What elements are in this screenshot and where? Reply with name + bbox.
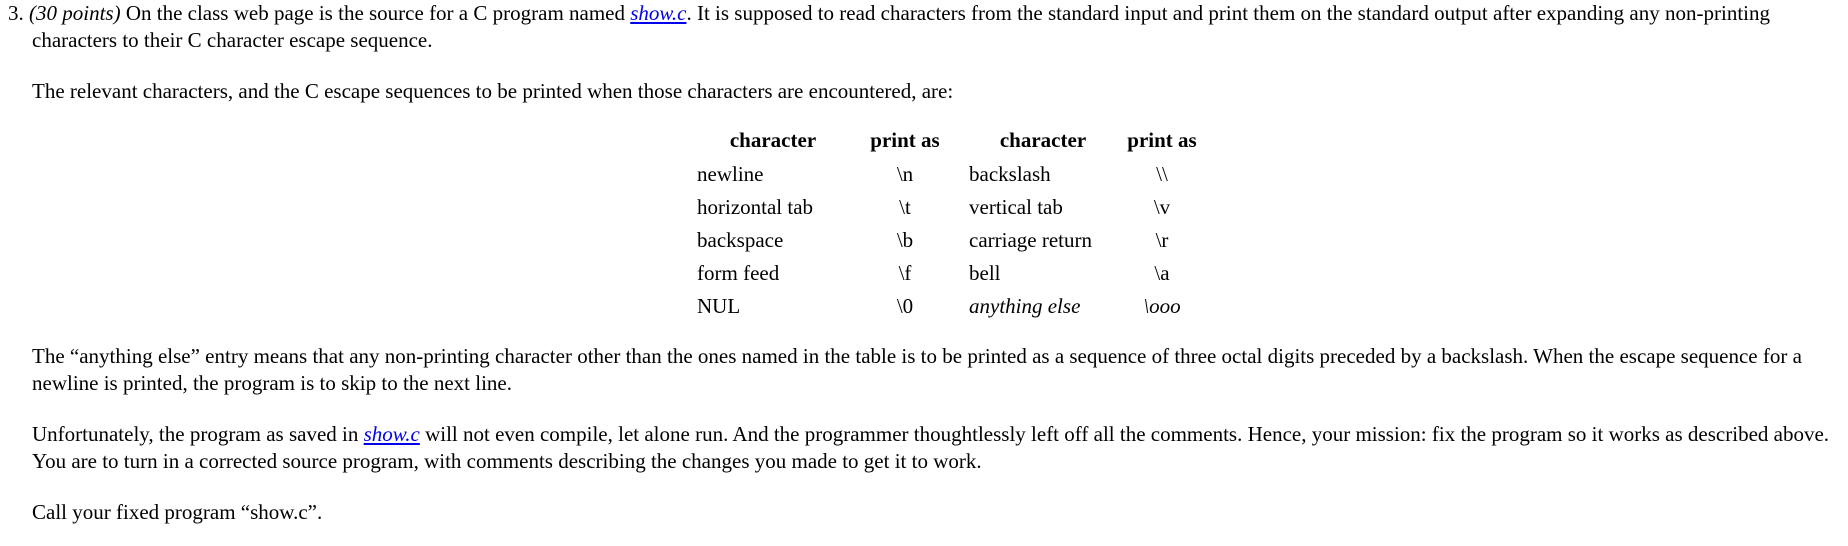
table-cell: \t bbox=[899, 195, 911, 219]
problem-intro bbox=[0, 0, 1840, 54]
problem-number: 3. bbox=[8, 1, 24, 25]
table-row bbox=[697, 191, 1207, 224]
unfortunately-text-after-link: will not even compile, let alone run. And the programmer thoughtlessly left off all the comments. Hence, your mission: fix the program so it works as described above. You are to turn in a corrected source program, with comments describing the changes you made to get it to work. bbox=[32, 422, 1830, 473]
table-cell: anything else bbox=[969, 294, 1081, 318]
unfortunately-text-before-link: Unfortunately, the program as saved in bbox=[32, 422, 364, 446]
show-c-link[interactable]: show.c bbox=[630, 1, 687, 25]
table-cell: NUL bbox=[697, 294, 741, 318]
table-header-row bbox=[697, 127, 1207, 158]
table-cell: bell bbox=[969, 261, 1001, 285]
problem-points: (30 points) bbox=[29, 1, 121, 25]
escape-table-wrapper bbox=[697, 127, 1840, 323]
table-cell: \v bbox=[1153, 195, 1171, 219]
header-print-as-1: print as bbox=[870, 128, 940, 152]
escape-sequence-table bbox=[697, 127, 1207, 323]
table-row bbox=[697, 158, 1207, 191]
anything-else-text: The “anything else” entry means that any non-printing character other than the ones named in the table is to be printed as a sequence of three octal digits preceded by a backslash. When the escape sequence for a newline is printed, the program is to skip to the next line. bbox=[32, 344, 1802, 395]
table-cell: \a bbox=[1154, 261, 1170, 285]
table-cell: \ooo bbox=[1143, 294, 1181, 318]
table-cell: carriage return bbox=[969, 228, 1092, 252]
header-character-1: character bbox=[729, 128, 817, 152]
table-cell: horizontal tab bbox=[697, 195, 814, 219]
table-cell: vertical tab bbox=[969, 195, 1063, 219]
unfortunately-paragraph bbox=[0, 421, 1840, 475]
table-cell: backspace bbox=[697, 228, 784, 252]
table-row bbox=[697, 257, 1207, 290]
table-cell: \f bbox=[898, 261, 912, 285]
table-cell: newline bbox=[697, 162, 764, 186]
relevant-characters-text: The relevant characters, and the C escape sequences to be printed when those characters are encountered, are: bbox=[32, 79, 954, 103]
intro-text-before-link: On the class web page is the source for a C program named bbox=[120, 1, 631, 25]
table-cell: form feed bbox=[697, 261, 780, 285]
header-character-2: character bbox=[999, 128, 1087, 152]
table-cell: \0 bbox=[896, 294, 914, 318]
table-row bbox=[697, 290, 1207, 323]
table-cell: backslash bbox=[969, 162, 1051, 186]
table-cell: \b bbox=[896, 228, 914, 252]
call-program-text: Call your fixed program “show.c”. bbox=[32, 500, 323, 524]
table-cell: \n bbox=[896, 162, 914, 186]
intro-text-after-link: . It is supposed to read characters from the standard input and print them on the standard output after expanding any non-printing characters to their C character escape sequence. bbox=[32, 1, 1770, 52]
header-print-as-2: print as bbox=[1127, 128, 1197, 152]
table-row bbox=[697, 224, 1207, 257]
table-cell: \\ bbox=[1156, 162, 1168, 186]
show-c-link-2[interactable]: show.c bbox=[363, 422, 420, 446]
table-cell: \r bbox=[1155, 228, 1169, 252]
